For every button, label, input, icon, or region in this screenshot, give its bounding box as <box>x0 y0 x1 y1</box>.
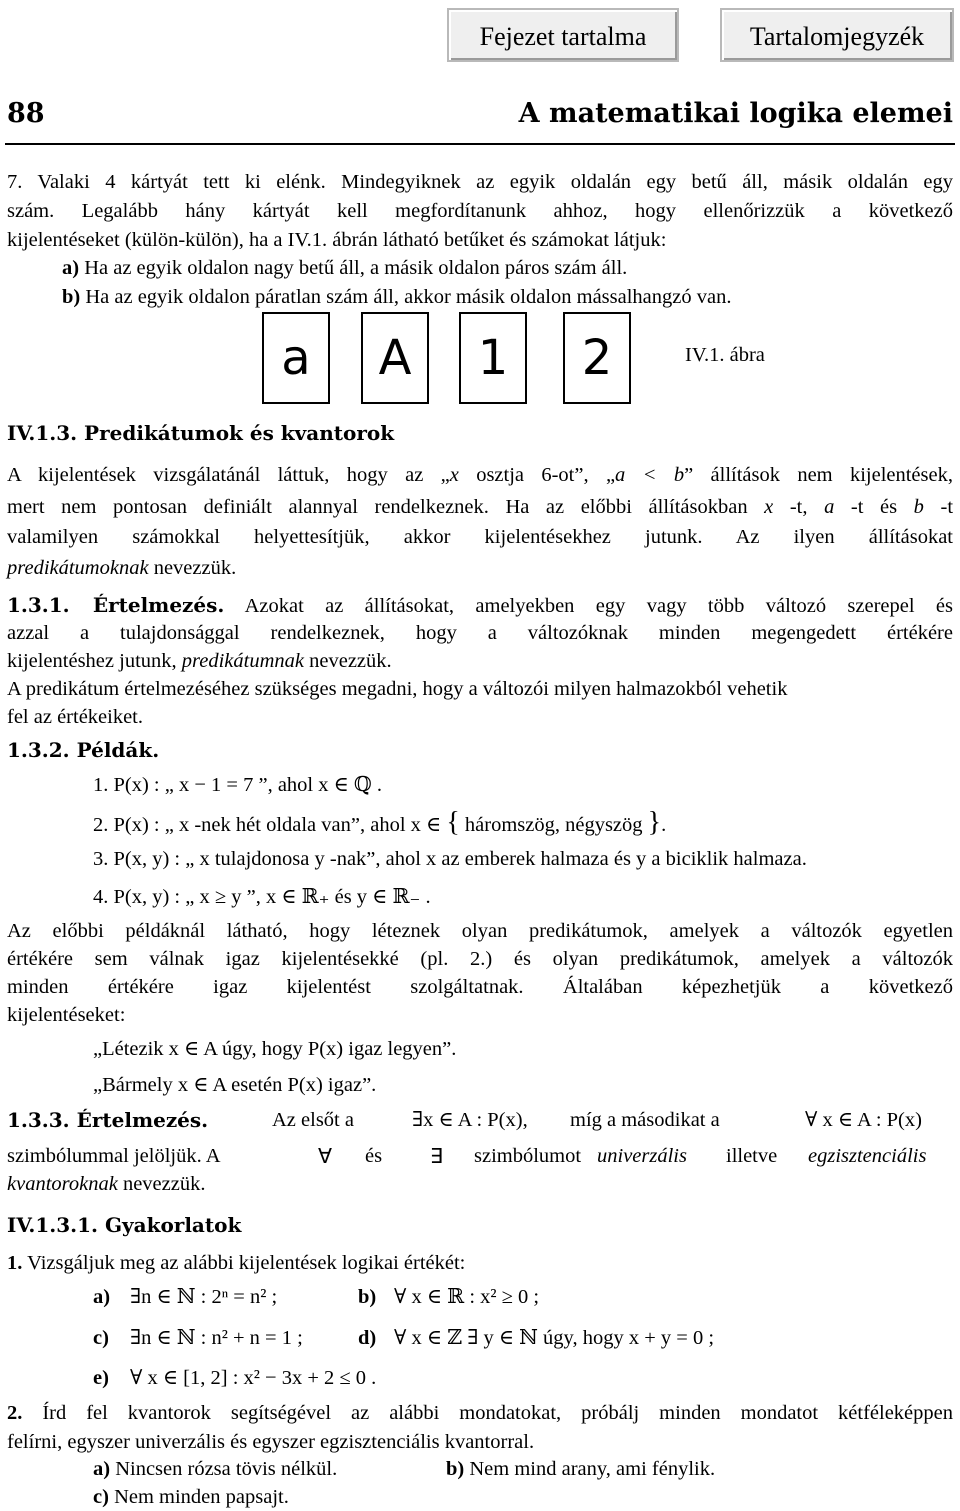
exercise-2a <box>93 1456 337 1482</box>
ex7-item-b <box>62 284 731 310</box>
def131-l1: Azokat az állításokat, amelyekben egy vagy több változó szerepel és <box>224 595 953 617</box>
exercise-1c-label: c) <box>93 1327 109 1349</box>
def131-line5: fel az értékeiket. <box>7 706 144 728</box>
def131-l3-b: nevezzük. <box>304 650 392 672</box>
exercise-2b <box>446 1456 715 1482</box>
exercise-1e-expr: ∀ x ∈ [1, 2] : x² − 3x + 2 ≤ 0 . <box>130 1367 377 1389</box>
chapter-contents-button[interactable]: Fejezet tartalma <box>447 8 679 62</box>
p1-text-a: A kijelentések vizsgálatánál láttuk, hogy az „ <box>7 464 450 486</box>
p1-l2-t2: -t és <box>850 496 898 518</box>
ex7-b-text: Ha az egyik oldalon páratlan szám áll, akkor másik oldalon mássalhangzó van. <box>80 286 732 308</box>
def131-l3-a: kijelentéshez jutunk, <box>7 650 182 672</box>
card-a: a <box>262 312 330 404</box>
exercises-heading: IV.1.3.1. Gyakorlatok <box>7 1213 242 1237</box>
p1-var-x: x <box>449 464 459 486</box>
exercise-2-line1 <box>7 1400 953 1426</box>
p1-l2-x: x <box>764 496 774 518</box>
chapter-title: A matematikai logika elemei <box>518 98 953 129</box>
para2-line1: Az előbbi példáknál látható, hogy léteznek olyan predikátumok, amelyek a változók egyetlen <box>7 920 953 942</box>
exercise-2a-label: a) <box>93 1458 111 1480</box>
p1-l2-b: b <box>913 496 924 518</box>
p1-a-less-b: a < b <box>615 464 685 486</box>
ex7-line2: szám. Legalább hány kártyát kell megfordítanunk ahhoz, hogy ellenőrizzük a következő <box>7 200 953 222</box>
p1-l2-text: mert nem pontosan definiált alannyal rendelkeznek. Ha az előbbi állításokban <box>7 496 748 518</box>
brace-open: { <box>446 807 460 838</box>
exercise-1b-expr: ∀ x ∈ ℝ : x² ≥ 0 ; <box>394 1286 540 1308</box>
example-3: 3. P(x, y) : „ x tulajdonosa y -nak”, ahol x az emberek halmaza és y a biciklik halmaza. <box>93 848 807 870</box>
exercise-1c-expr: ∃n ∈ ℕ : n² + n = 1 ; <box>130 1327 303 1349</box>
def133-l2-a: szimbólummal jelöljük. A <box>7 1145 221 1167</box>
def133-l2-es: és <box>365 1145 383 1167</box>
section-p1-line1 <box>7 462 953 488</box>
def133-l1-a: Az elsőt a <box>272 1109 354 1131</box>
exercise-1d-expr: ∀ x ∈ ℤ ∃ y ∈ ℕ úgy, hogy x + y = 0 ; <box>394 1327 715 1349</box>
p1-l4-text: nevezzük. <box>148 557 237 579</box>
para2-line4: kijelentéseket: <box>7 1004 126 1026</box>
exercise-2-number: 2. <box>7 1402 23 1424</box>
exercise-1-text: Vizsgáljuk meg az alábbi kijelentések logikai értékét: <box>22 1252 466 1274</box>
section-p1-line2 <box>7 494 953 520</box>
header-rule <box>5 143 955 145</box>
example-4: 4. P(x, y) : „ x ≥ y ”, x ∈ ℝ₊ és y ∈ ℝ₋ . <box>93 886 431 908</box>
exists-icon: ∃ <box>430 1144 443 1168</box>
para2-line2: értékére sem válnak igaz kijelentésekké (pl. 2.) és olyan predikátumok, amelyek a változók <box>7 948 953 970</box>
ex7-line3: kijelentéseket (külön-külön), ha a IV.1. ábrán látható betűket és számokat látjuk: <box>7 229 667 251</box>
exercise-2a-text: Nincsen rózsa tövis nélkül. <box>110 1458 338 1480</box>
def133-egzisztencialis: egzisztenciális <box>808 1145 927 1167</box>
exercise-2c <box>93 1484 289 1510</box>
figure-caption: IV.1. ábra <box>685 344 765 366</box>
exercise-1-prompt <box>7 1250 465 1276</box>
def133-line3 <box>7 1171 205 1197</box>
quote-forall: „Bármely x ∈ A esetén P(x) igaz”. <box>93 1074 377 1096</box>
p1-l2-t1: -t, <box>789 496 808 518</box>
exercise-2-text: Írd fel kvantorok segítségével az alábbi mondatokat, próbálj minden mondatot kétféleképpen <box>22 1402 953 1424</box>
example-2: 2. P(x) : „ x -nek hét oldala van”, ahol x ∈ { háromszög, négyszög }. <box>93 807 667 838</box>
p1-text-b: osztja 6-ot”, „ <box>458 464 616 486</box>
section-heading: IV.1.3. Predikátumok és kvantorok <box>7 421 395 445</box>
def133-label: 1.3.3. Értelmezés. <box>7 1108 209 1132</box>
ex7-line1: 7. Valaki 4 kártyát tett ki elénk. Mindegyiknek az egyik oldalán egy betű áll, másik oldalán egy <box>7 171 953 193</box>
section-p1-line3: valamilyen számokkal helyettesítjük, akkor kijelentésekhez jutunk. Az ilyen állításokat <box>7 526 953 548</box>
p1-text-c: ” állítások nem kijelentések, <box>684 464 953 486</box>
def133-l2-c: illetve <box>726 1145 778 1167</box>
exercise-1a-expr: ∃n ∈ ℕ : 2ⁿ = n² ; <box>130 1286 278 1308</box>
exercise-2-line2: felírni, egyszer univerzális és egyszer egzisztenciális kvantorral. <box>7 1431 535 1453</box>
card-1: 1 <box>459 312 527 404</box>
exercise-2b-label: b) <box>446 1458 465 1480</box>
ex7-b-label: b) <box>62 286 81 308</box>
exercise-1e-label: e) <box>93 1367 109 1389</box>
section-p1-line4 <box>7 555 236 581</box>
def131-line1 <box>7 592 953 619</box>
def133-term: kvantoroknak <box>7 1173 118 1195</box>
ex7-item-a <box>62 255 627 281</box>
def131-line2: azzal a tulajdonsággal rendelkeznek, hogy a változóknak minden megengedett értékére <box>7 622 953 644</box>
exercise-1b-label: b) <box>358 1286 377 1308</box>
p1-predikatum-term: predikátumoknak <box>7 557 149 579</box>
para2-line3: minden értékére igaz kijelentést szolgáltatnak. Általában képezhetjük a következő <box>7 976 953 998</box>
forall-icon: ∀ <box>318 1144 333 1168</box>
exercise-1-number: 1. <box>7 1252 23 1274</box>
brace-close: } <box>647 807 662 838</box>
exercise-1d-label: d) <box>358 1327 377 1349</box>
page-number: 88 <box>7 98 45 129</box>
card-2: 2 <box>563 312 631 404</box>
example-1: 1. P(x) : „ x − 1 = 7 ”, ahol x ∈ ℚ . <box>93 774 383 796</box>
exercise-2c-label: c) <box>93 1486 109 1508</box>
def131-line4: A predikátum értelmezéséhez szükséges megadni, hogy a változói milyen halmazokból vehetik <box>7 678 788 700</box>
quote-exists: „Létezik x ∈ A úgy, hogy P(x) igaz legyen”. <box>93 1038 457 1060</box>
p1-l2-t3: -t <box>940 496 954 518</box>
def131-line3 <box>7 648 392 674</box>
ex7-a-text: Ha az egyik oldalon nagy betű áll, a másik oldalon páros szám áll. <box>79 257 628 279</box>
def131-label: 1.3.1. Értelmezés. <box>7 593 225 617</box>
exercise-2b-text: Nem mind arany, ami fénylik. <box>464 1458 716 1480</box>
exercise-2c-text: Nem minden papsajt. <box>108 1486 289 1508</box>
def133-formula-forall: ∀ x ∈ A : P(x) <box>805 1109 922 1131</box>
p1-l2-a: a <box>824 496 835 518</box>
def133-univerzalis: univerzális <box>597 1145 687 1167</box>
card-A: A <box>361 312 429 404</box>
examples-heading: 1.3.2. Példák. <box>7 738 160 762</box>
def133-l1-b: míg a másodikat a <box>570 1109 720 1131</box>
table-of-contents-button[interactable]: Tartalomjegyzék <box>720 8 954 62</box>
exercise-1a-label: a) <box>93 1286 111 1308</box>
def133-l2-b: szimbólumot <box>474 1145 582 1167</box>
example-2-text: 2. P(x) : „ x -nek hét oldala van”, ahol x ∈ <box>93 814 442 836</box>
def133-formula-exists: ∃x ∈ A : P(x), <box>412 1109 528 1131</box>
example-2-set: háromszög, négyszög <box>464 814 643 836</box>
def133-l3-text: nevezzük. <box>117 1173 206 1195</box>
def131-term: predikátumnak <box>181 650 304 672</box>
ex7-a-label: a) <box>62 257 80 279</box>
